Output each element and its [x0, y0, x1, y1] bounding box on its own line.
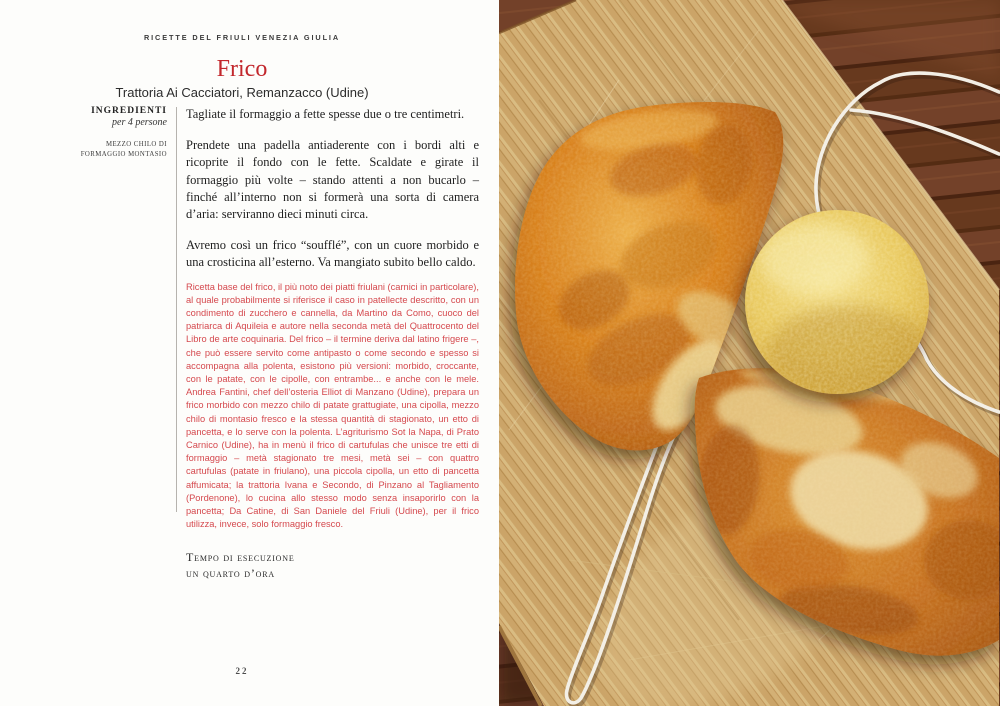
ingredient-item: MEZZO CHILO DI FORMAGGIO MONTASIO: [80, 141, 167, 158]
ingredients-heading: INGREDIENTI: [91, 106, 167, 116]
ingredients-serves: per 4 persone: [112, 117, 167, 128]
page-header: [0, 0, 484, 100]
execution-time: un quarto d’ora: [186, 566, 275, 581]
page-number: 22: [235, 666, 249, 676]
method-column: [186, 106, 479, 581]
recipe-step: Prendete una padella antiaderente con i bordi alti e ricoprite il fondo con le fette. Scaldate e girate il formaggio più volte – stando attenti a non bucarlo – finché all’interno non si formerà una sorta di camera d’aria: serviranno dieci minuti circa.: [186, 138, 479, 222]
food-photo: [499, 0, 1000, 706]
column-divider: [176, 107, 177, 512]
recipe-title: Frico: [216, 56, 268, 82]
ingredients-panel: [75, 106, 167, 160]
execution-block: [186, 549, 479, 581]
recipe-step: Avremo così un frico “soufflé”, con un cuore morbido e una crosticina all’esterno. Va mangiato subito bello caldo.: [186, 238, 479, 270]
recipe-body: [75, 106, 480, 581]
recipe-note: Ricetta base del frico, il più noto dei piatti friulani (carnici in particolare), al quale probabilmente si riferisce il caso in patellecte descritto, con un condimento di zucchero e cannella, da Martino da Como, cuoco del patriarca di Aquileia e autore nella seconda metà del Quattrocento del Libro de arte coquinaria. Del frico – il termine deriva dal latino frigere –, che può essere servito come antipasto o come secondo e spesso si accompagna alla polenta, esistono più versioni: morbido, croccante, con le patate, con le cipolle, con entrambe... e anche con le mele. Andrea Fantini, chef dell’osteria Elliot di Manzano (Udine), prepara un frico morbido con mezzo chilo di patate grattugiate, una cipolla, mezzo chilo di montasio fresco e la stessa quantità di stagionato, un etto di pancetta, e lo serve con la polenta. L’agriturismo Sot la Napa, di Prato Carnico (Udine), ha in menù il frico di cartufulas che unisce tre etti di formaggio – metà stagionato tre mesi, metà sei – con quattro cartufulas (patate in friulano), una piccola cipolla, un etto di pancetta affumicata; la trattoria Ivana e Secondo, di Pinzano al Tagliamento (Pordenone), lo cucina allo stesso modo senza insaporirlo con la pancetta; Da Catine, di San Daniele del Friuli (Udine), per il frico utilizza, invece, solo formaggio fresco.: [186, 281, 479, 530]
recipe-step: Tagliate il formaggio a fette spesse due o tre centimetri.: [186, 107, 465, 121]
recipe-source: Trattoria Ai Cacciatori, Remanzacco (Udine): [115, 85, 369, 100]
photo-page: [499, 0, 1000, 706]
running-header: RICETTE DEL FRIULI VENEZIA GIULIA: [143, 33, 341, 42]
recipe-page: [0, 0, 499, 706]
execution-heading: Tempo di esecuzione: [186, 550, 295, 565]
